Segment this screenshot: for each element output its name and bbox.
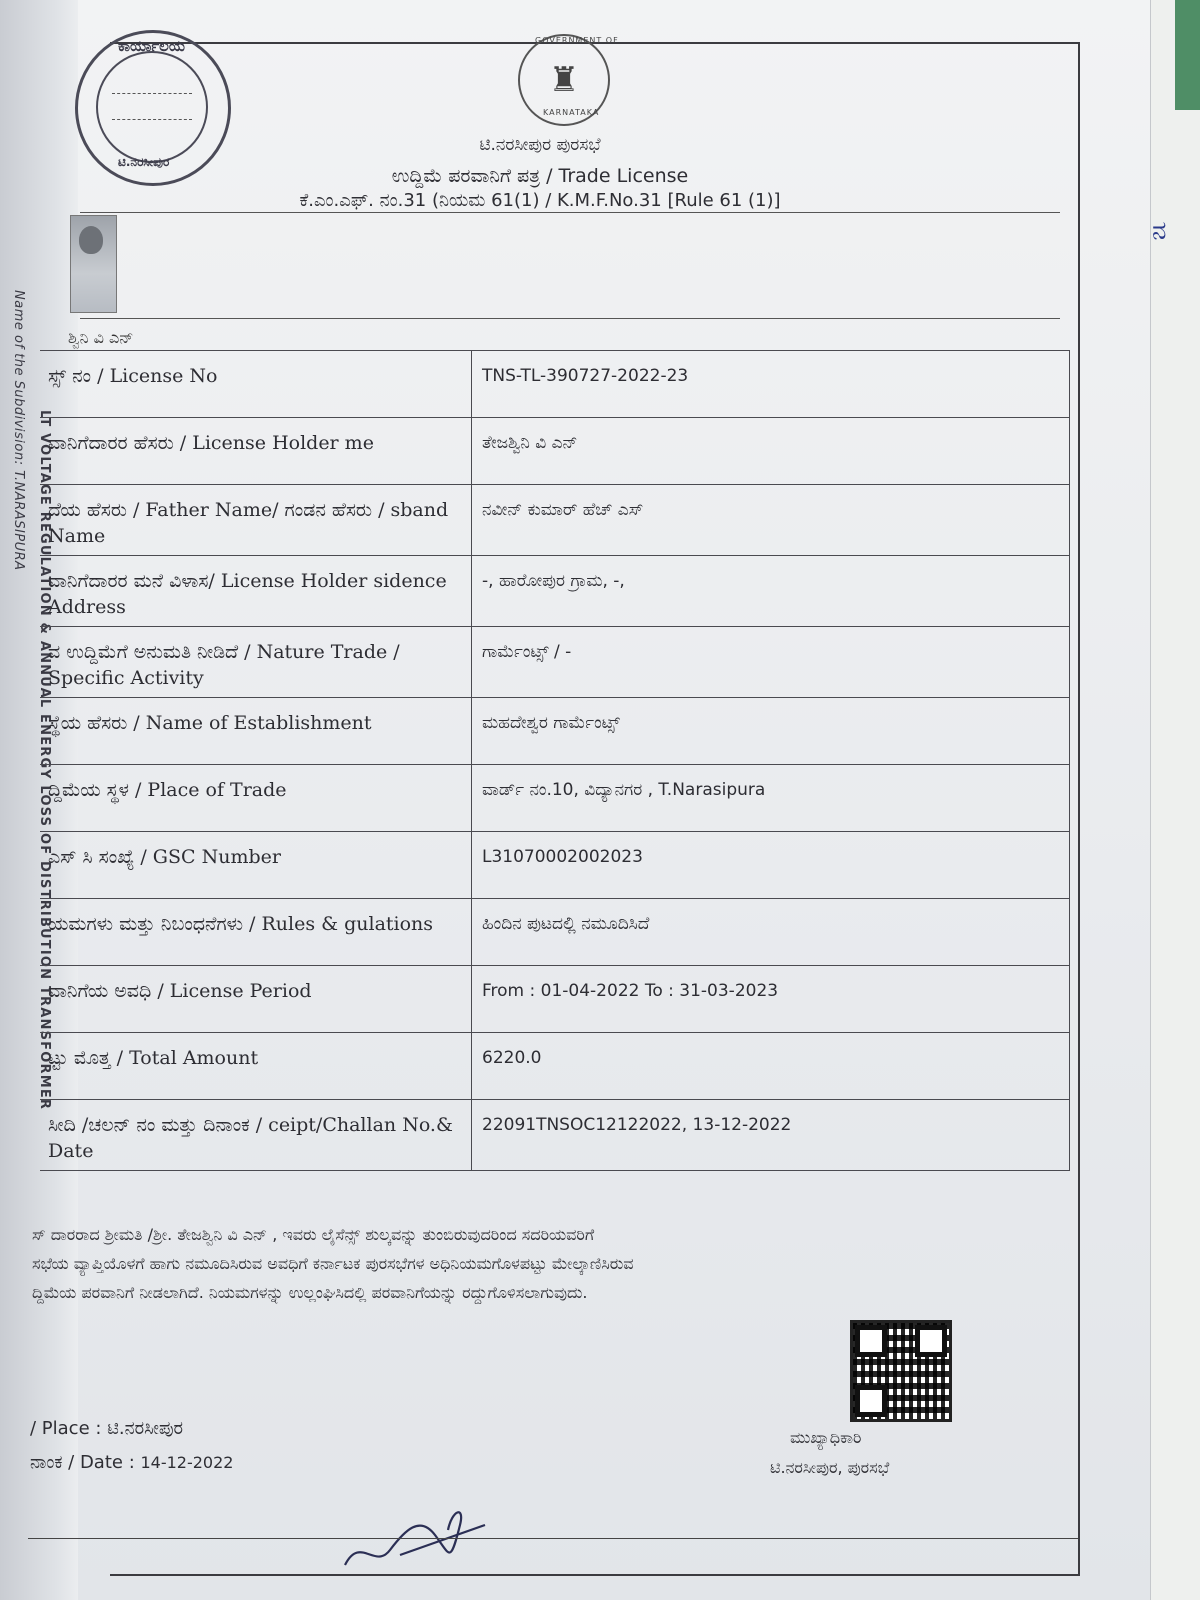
side-margin-subdivision: Name of the Subdivision: T.NARASIPURA [11, 290, 26, 571]
license-period-value: From : 01-04-2022 To : 31-03-2023 [472, 966, 1070, 1033]
establishment-value: ಮಹದೇಶ್ವರ ಗಾರ್ಮೆಂಟ್ಸ್ [472, 698, 1070, 765]
total-amount-label: ಟ್ಟು ಮೊತ್ತ / Total Amount [40, 1033, 472, 1100]
photo-rule [80, 318, 1060, 319]
qr-code [850, 1320, 952, 1422]
declaration-line: ಸಭೆಯ ವ್ಯಾಪ್ತಿಯೊಳಗೆ ಹಾಗು ನಮೂದಿಸಿರುವ ಅವಧಿಗೆ ಕರ್ನಾಟಕ ಪುರಸಭೆಗಳ ಅಧಿನಿಯಮಗೊಳಪಟ್ಟು ಮೇಲ್ಕಾಣಿಸಿರುವ [32, 1254, 634, 1273]
table-row [40, 485, 1070, 556]
table-row [40, 698, 1070, 765]
qr-finder [855, 1325, 887, 1357]
header-rule [80, 212, 1060, 213]
green-folder-edge [1175, 0, 1200, 110]
place-line [30, 1418, 183, 1439]
photo-portrait [79, 226, 103, 254]
office-name: ಟಿ.ನರಸೀಪುರ, ಪುರಸಭೆ [770, 1458, 890, 1477]
seal-line [112, 93, 192, 94]
table-row [40, 832, 1070, 899]
father-name-label: ದೆಯ ಹೆಸರು / Father Name/ ಗಂಡನ ಹೆಸರು / sband Name [40, 485, 472, 556]
license-declaration [32, 1220, 932, 1307]
emblem-icon: ♜ [548, 60, 580, 100]
qr-finder [855, 1385, 887, 1417]
seal-inner-ring [96, 51, 208, 163]
gsc-number-label: ಎಸ್ ಸಿ ಸಂಖ್ಯೆ / GSC Number [40, 832, 472, 899]
rules-value: ಹಿಂದಿನ ಪುಟದಲ್ಲಿ ನಮೂದಿಸಿದೆ [472, 899, 1070, 966]
holder-name-label: ವಾನಿಗೆದಾರರ ಹೆಸರು / License Holder me [40, 418, 472, 485]
table-row [40, 966, 1070, 1033]
municipality-name: ಟಿ.ನರಸೀಪುರ ಪುರಸಭೆ [479, 135, 601, 155]
right-margin-mark: ನ [1152, 216, 1167, 246]
table-row [40, 899, 1070, 966]
date-line [30, 1452, 233, 1473]
license-no-label: ಸ್ಸ್ ನಂ / License No [40, 351, 472, 418]
chief-officer-title: ಮುಖ್ಯಾಧಿಕಾರಿ [790, 1428, 862, 1447]
office-seal-stamp [75, 30, 231, 186]
holder-photo [70, 215, 117, 313]
table-row [40, 1100, 1070, 1171]
seal-line [112, 119, 192, 120]
table-row [40, 627, 1070, 698]
form-reference: ಕೆ.ಎಂ.ಎಫ್. ನಂ.31 (ನಿಯಮ 61(1) / K.M.F.No.31 [Rule 61 (1)] [299, 190, 781, 211]
side-margin-report-title: LT VOLTAGE REGULATION & ANNUAL ENERGY LOSS OF DISTRIBUTION TRANSFORMER [37, 410, 52, 1111]
establishment-label: ಸ್ಥೆಯ ಹೆಸರು / Name of Establishment [40, 698, 472, 765]
receipt-label: ಸೀದಿ /ಚಲನ್ ನಂ ಮತ್ತು ದಿನಾಂಕ / ceipt/Challan No.& Date [40, 1100, 472, 1171]
trade-nature-value: ಗಾರ್ಮೆಂಟ್ಸ್ / - [472, 627, 1070, 698]
address-value: -, ಹಾರೋಪುರ ಗ್ರಾಮ, -, [472, 556, 1070, 627]
rules-label: ಯಮಗಳು ಮತ್ತು ನಿಬಂಧನೆಗಳು / Rules & gulations [40, 899, 472, 966]
place-of-trade-value: ವಾರ್ಡ್ ನಂ.10, ವಿದ್ಯಾನಗರ , T.Narasipura [472, 765, 1070, 832]
father-name-value: ನವೀನ್ ಕುಮಾರ್ ಹೆಚ್ ಎಸ್ [472, 485, 1070, 556]
license-details-table [40, 350, 1070, 1171]
table-row [40, 1033, 1070, 1100]
table-row [40, 418, 1070, 485]
license-period-label: ವಾನಿಗೆಯ ಅವಧಿ / License Period [40, 966, 472, 1033]
place-of-trade-label: ದ್ದಿಮೆಯ ಸ್ಥಳ / Place of Trade [40, 765, 472, 832]
place-value: ಟಿ.ನರಸೀಪುರ [107, 1418, 184, 1439]
date-label: ನಾಂಕ / Date : [30, 1452, 141, 1473]
document-title: ಉದ್ದಿಮೆ ಪರವಾನಿಗೆ ಪತ್ರ / Trade License [391, 165, 689, 187]
emblem-ring-bottom-text: KARNATAKA [543, 108, 600, 117]
holder-name-strip: ಶ್ವಿನಿ ವಿ ಎನ್ [68, 328, 134, 347]
place-label: / Place : [30, 1418, 108, 1439]
seal-top-text: ಕಾರ್ಯಾಲಯ [118, 37, 185, 55]
receipt-value: 22091TNSOC12122022, 13-12-2022 [472, 1100, 1070, 1171]
bottom-rule [28, 1538, 1078, 1539]
emblem-ring-top-text: GOVERNMENT OF [535, 36, 619, 45]
date-value: 14-12-2022 [140, 1453, 234, 1472]
declaration-line: ಸ್ ದಾರರಾದ ಶ್ರೀಮತಿ /ಶ್ರೀ. ತೇಜಶ್ವಿನಿ ವಿ ಎನ್ , ಇವರು ಲೈಸೆನ್ಸ್ ಶುಲ್ಕವನ್ನು ತುಂಬಿರುವುದರಿಂದ ಸದರಿಯವರಿಗೆ [32, 1225, 595, 1244]
table-row [40, 556, 1070, 627]
total-amount-value: 6220.0 [472, 1033, 1070, 1100]
seal-bottom-text: ಟಿ.ನರಸೀಪುರ [118, 155, 170, 169]
trade-nature-label: ವ ಉದ್ದಿಮೆಗೆ ಅನುಮತಿ ನೀಡಿದೆ / Nature Trade / Specific Activity [40, 627, 472, 698]
qr-finder [915, 1325, 947, 1357]
handwritten-signature [340, 1495, 490, 1575]
license-no-value: TNS-TL-390727-2022-23 [472, 351, 1070, 418]
gsc-number-value: L31070002002023 [472, 832, 1070, 899]
table-row [40, 351, 1070, 418]
declaration-line: ದ್ದಿಮೆಯ ಪರವಾನಿಗೆ ನೀಡಲಾಗಿದೆ. ನಿಯಮಗಳನ್ನು ಉಲ್ಲಂಘಿಸಿದಲ್ಲಿ ಪರವಾನಿಗೆಯನ್ನು ರದ್ದುಗೊಳಿಸಲಾಗುವುದು. [32, 1283, 588, 1302]
address-label: ವಾನಿಗೆದಾರರ ಮನೆ ವಿಳಾಸ/ License Holder sidence Address [40, 556, 472, 627]
table-row [40, 765, 1070, 832]
holder-name-value: ತೇಜಶ್ವಿನಿ ವಿ ಎನ್ [472, 418, 1070, 485]
